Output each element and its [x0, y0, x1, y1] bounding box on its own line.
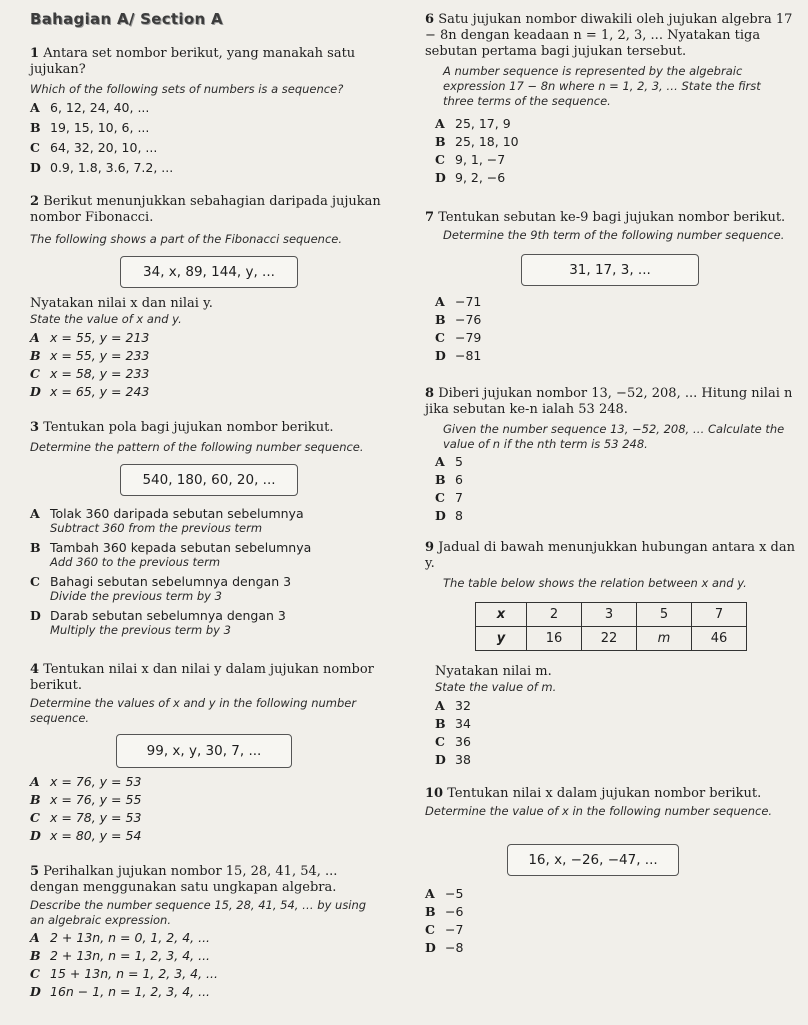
question-5-en: Describe the number sequence 15, 28, 41, 54, … by using an algebraic expression. [30, 898, 367, 927]
option-label: D [30, 384, 41, 399]
question-5-ms [30, 864, 385, 896]
option-label: D [435, 508, 446, 523]
option-c[interactable] [30, 810, 141, 825]
sequence-box: 540, 180, 60, 20, ... [120, 464, 298, 496]
option-text: Darab sebutan sebelumnya dengan 3 [50, 608, 286, 623]
question-number: 7 [425, 210, 435, 225]
option-text: 16n − 1, n = 1, 2, 3, 4, ... [50, 984, 211, 999]
option-d[interactable] [435, 508, 463, 523]
option-text: 25, 18, 10 [455, 134, 519, 149]
question-text: Antara set nombor berikut, yang manakah satu jujukan? [30, 46, 356, 77]
question-6-en: A number sequence is represented by the algebraic expression 17 − 8n where n = 1, 2, 3, … State the first three terms of the sequence. [443, 64, 761, 108]
question-7-ms [425, 210, 797, 226]
question-number: 4 [30, 662, 40, 677]
option-label: D [435, 170, 446, 185]
question-2-ms2: Nyatakan nilai x dan nilai y. [30, 296, 213, 311]
table-cell: 2 [527, 603, 582, 627]
option-b[interactable] [30, 540, 311, 569]
option-b[interactable] [435, 134, 519, 149]
option-text: −7 [445, 922, 464, 937]
sequence-box: 16, x, −26, −47, ... [507, 844, 679, 876]
option-a[interactable] [30, 506, 304, 535]
option-text: 0.9, 1.8, 3.6, 7.2, ... [50, 160, 174, 175]
option-a[interactable] [30, 330, 149, 345]
question-text: Tentukan nilai x dan nilai y dalam jujukan nombor berikut. [30, 662, 374, 693]
question-9-ms [425, 540, 797, 572]
option-a[interactable] [30, 774, 141, 789]
question-text: Perihalkan jujukan nombor 15, 28, 41, 54, ... dengan menggunakan satu ungkapan algebra. [30, 864, 338, 895]
option-d[interactable] [435, 348, 481, 363]
option-text: 34 [455, 716, 471, 731]
option-text: 6, 12, 24, 40, ... [50, 100, 150, 115]
question-text: Tentukan pola bagi jujukan nombor berikut. [43, 420, 334, 435]
option-b[interactable] [435, 472, 463, 487]
option-c[interactable] [435, 734, 471, 749]
option-text: 7 [455, 490, 463, 505]
question-9-en2: State the value of m. [435, 680, 557, 694]
option-b[interactable] [30, 348, 149, 363]
option-label: C [30, 810, 40, 825]
option-text: x = 65, y = 243 [50, 384, 150, 399]
option-text: x = 55, y = 233 [50, 348, 150, 363]
table-cell: 3 [582, 603, 637, 627]
option-subtext: Subtract 360 from the previous term [50, 521, 263, 535]
option-text: −79 [455, 330, 482, 345]
option-text: x = 58, y = 233 [50, 366, 150, 381]
option-label: D [435, 348, 446, 363]
option-label: D [30, 160, 41, 175]
option-text: x = 76, y = 55 [50, 792, 142, 807]
option-label: A [435, 454, 445, 469]
option-text: Tambah 360 kepada sebutan sebelumnya [50, 540, 312, 555]
option-subtext: Divide the previous term by 3 [50, 589, 222, 603]
question-3-en: Determine the pattern of the following number sequence. [30, 440, 364, 454]
sequence-box: 31, 17, 3, ... [521, 254, 699, 286]
option-text: 2 + 13n, n = 0, 1, 2, 4, ... [50, 930, 211, 945]
option-text: Bahagi sebutan sebelumnya dengan 3 [50, 574, 292, 589]
option-b[interactable] [30, 120, 149, 135]
option-b[interactable] [30, 948, 210, 963]
option-label: A [30, 100, 40, 115]
question-9-en: The table below shows the relation between x and y. [443, 576, 747, 590]
question-text: Tentukan sebutan ke-9 bagi jujukan nombor berikut. [438, 210, 786, 225]
option-label: B [30, 540, 41, 555]
sequence-box: 99, x, y, 30, 7, ... [116, 734, 292, 768]
option-c[interactable] [435, 330, 481, 345]
question-number: 9 [425, 540, 435, 555]
relation-table [475, 602, 747, 651]
option-b[interactable] [435, 312, 481, 327]
question-number: 2 [30, 194, 40, 209]
sequence-box: 34, x, 89, 144, y, ... [120, 256, 298, 288]
option-text: 38 [455, 752, 471, 767]
table-cell: 5 [637, 603, 692, 627]
option-a[interactable] [425, 886, 463, 901]
option-label: A [30, 506, 40, 521]
option-d[interactable] [30, 608, 286, 637]
table-row-y [476, 627, 747, 651]
option-d[interactable] [30, 828, 141, 843]
question-8-en: Given the number sequence 13, −52, 208, … Calculate the value of n if the nth term is 53 248. [443, 422, 785, 451]
option-label: C [30, 966, 40, 981]
option-label: D [30, 984, 41, 999]
question-number: 1 [30, 46, 40, 61]
option-label: D [30, 828, 41, 843]
option-label: D [425, 940, 436, 955]
option-text: x = 76, y = 53 [50, 774, 142, 789]
option-c[interactable] [435, 490, 463, 505]
option-label: B [30, 120, 41, 135]
section-title: Bahagian A/ Section A [30, 10, 223, 28]
option-label: A [30, 930, 40, 945]
option-label: C [435, 152, 445, 167]
question-4-en: Determine the values of x and y in the following number sequence. [30, 696, 357, 725]
question-1-ms [30, 46, 395, 78]
option-d[interactable] [30, 384, 149, 399]
question-10-en: Determine the value of x in the following number sequence. [425, 804, 773, 818]
table-cell: 16 [527, 627, 582, 651]
option-label: B [435, 716, 446, 731]
option-d[interactable] [435, 170, 505, 185]
table-row-x [476, 603, 747, 627]
option-text: 9, 2, −6 [455, 170, 506, 185]
option-text: −8 [445, 940, 464, 955]
option-text: −76 [455, 312, 482, 327]
question-10-ms [425, 786, 797, 802]
option-label: C [435, 490, 445, 505]
option-text: 6 [455, 472, 463, 487]
option-label: A [425, 886, 435, 901]
option-label: A [435, 698, 445, 713]
option-d[interactable] [435, 752, 471, 767]
option-label: C [425, 922, 435, 937]
question-number: 6 [425, 12, 435, 27]
option-c[interactable] [435, 152, 505, 167]
question-8-ms [425, 386, 795, 418]
option-text: 25, 17, 9 [455, 116, 511, 131]
question-2-en2: State the value of x and y. [30, 312, 182, 326]
option-b[interactable] [30, 792, 141, 807]
option-label: C [30, 366, 40, 381]
option-text: x = 55, y = 213 [50, 330, 150, 345]
option-label: A [30, 330, 40, 345]
option-text: Tolak 360 daripada sebutan sebelumnya [50, 506, 304, 521]
option-text: 36 [455, 734, 471, 749]
option-text: −5 [445, 886, 464, 901]
table-header-y: y [476, 627, 527, 651]
option-label: C [435, 330, 445, 345]
table-header-x: x [476, 603, 527, 627]
option-label: D [435, 752, 446, 767]
table-cell: m [637, 627, 692, 651]
question-number: 10 [425, 786, 444, 801]
question-3-ms [30, 420, 395, 436]
question-number: 8 [425, 386, 435, 401]
option-label: B [425, 904, 436, 919]
question-text: Diberi jujukan nombor 13, −52, 208, ... Hitung nilai n jika sebutan ke-n ialah 53 248. [425, 386, 793, 417]
option-text: 8 [455, 508, 463, 523]
question-number: 5 [30, 864, 40, 879]
option-d[interactable] [425, 940, 463, 955]
option-c[interactable] [30, 574, 291, 603]
question-number: 3 [30, 420, 40, 435]
question-6-ms [425, 12, 793, 60]
option-a[interactable] [435, 294, 481, 309]
option-text: 32 [455, 698, 471, 713]
option-text: x = 80, y = 54 [50, 828, 142, 843]
question-4-ms [30, 662, 395, 694]
option-a[interactable] [435, 698, 471, 713]
option-text: 64, 32, 20, 10, ... [50, 140, 158, 155]
option-c[interactable] [30, 366, 149, 381]
question-9-ms2: Nyatakan nilai m. [435, 664, 552, 679]
option-label: A [30, 774, 40, 789]
option-label: B [30, 948, 41, 963]
option-c[interactable] [425, 922, 463, 937]
option-d[interactable] [30, 984, 210, 999]
option-label: A [435, 294, 445, 309]
option-d[interactable] [30, 160, 173, 175]
question-2-en: The following shows a part of the Fibonacci sequence. [30, 232, 343, 246]
question-7-en: Determine the 9th term of the following number sequence. [443, 228, 785, 242]
table-cell: 22 [582, 627, 637, 651]
option-label: C [30, 140, 40, 155]
option-text: 5 [455, 454, 463, 469]
question-text: Berikut menunjukkan sebahagian daripada jujukan nombor Fibonacci. [30, 194, 381, 225]
option-label: B [435, 472, 446, 487]
option-text: 19, 15, 10, 6, ... [50, 120, 150, 135]
table-cell: 7 [692, 603, 747, 627]
option-a[interactable] [30, 100, 149, 115]
option-b[interactable] [435, 716, 471, 731]
option-subtext: Multiply the previous term by 3 [50, 623, 231, 637]
option-text: 9, 1, −7 [455, 152, 506, 167]
option-label: B [435, 134, 446, 149]
option-label: C [30, 574, 40, 589]
option-label: D [30, 608, 41, 623]
option-a[interactable] [435, 454, 463, 469]
question-1-en: Which of the following sets of numbers is a sequence? [30, 82, 344, 96]
option-c[interactable] [30, 966, 218, 981]
option-text: −81 [455, 348, 482, 363]
option-a[interactable] [435, 116, 511, 131]
question-2-ms [30, 194, 395, 226]
option-text: −71 [455, 294, 482, 309]
table-cell: 46 [692, 627, 747, 651]
option-c[interactable] [30, 140, 157, 155]
option-label: B [30, 348, 41, 363]
option-label: A [435, 116, 445, 131]
question-text: Tentukan nilai x dalam jujukan nombor berikut. [447, 786, 762, 801]
option-a[interactable] [30, 930, 210, 945]
option-label: B [30, 792, 41, 807]
option-b[interactable] [425, 904, 463, 919]
option-text: 2 + 13n, n = 1, 2, 3, 4, ... [50, 948, 211, 963]
option-text: −6 [445, 904, 464, 919]
question-text: Satu jujukan nombor diwakili oleh jujukan algebra 17 − 8n dengan keadaan n = 1, 2, 3, ... Nyatakan tiga sebutan pertama bagi jujukan tersebut. [425, 12, 793, 59]
option-label: B [435, 312, 446, 327]
option-text: x = 78, y = 53 [50, 810, 142, 825]
question-text: Jadual di bawah menunjukkan hubungan antara x dan y. [425, 540, 795, 571]
option-text: 15 + 13n, n = 1, 2, 3, 4, ... [50, 966, 218, 981]
option-label: C [435, 734, 445, 749]
option-subtext: Add 360 to the previous term [50, 555, 221, 569]
